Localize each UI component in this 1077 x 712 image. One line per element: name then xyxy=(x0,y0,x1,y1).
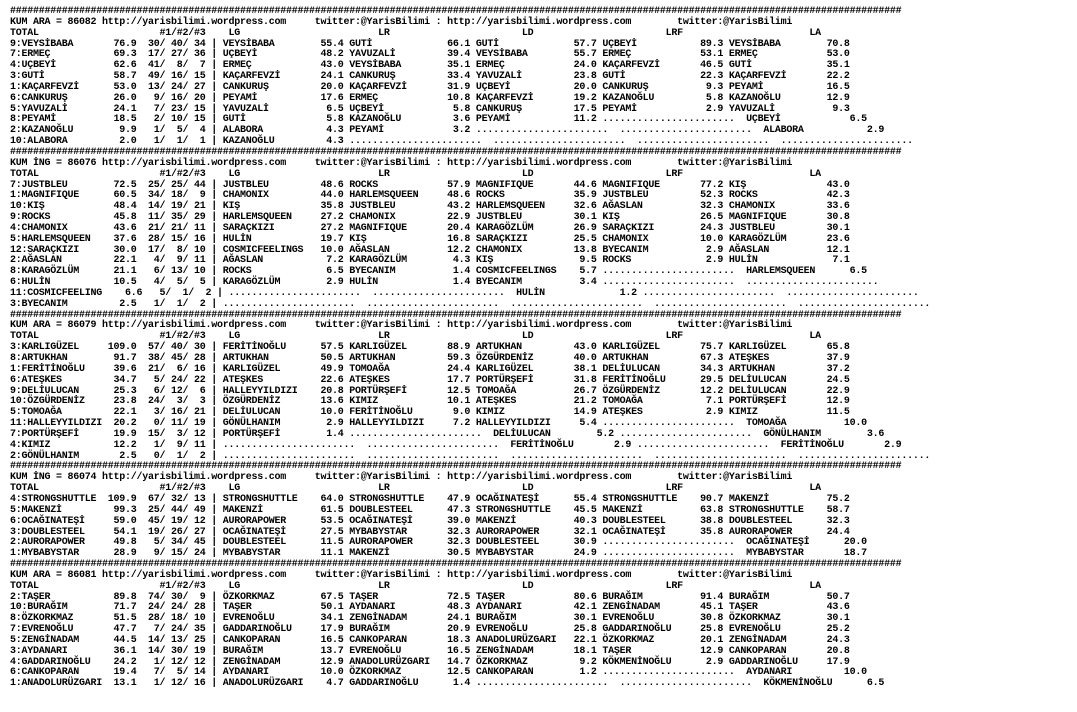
column-header: TOTAL #1/#2/#3 LG LR LD LRF LA xyxy=(10,580,821,592)
table-row: 6:HULİN 10.5 4/ 5/ 5 | KARAGÖZLÜM 2.9 HULİN 1.4 BYECANIM 3.4 ....................... ....................... xyxy=(10,277,879,289)
race-header: KUM ARA = 86081 http://yarisbilimi.wordpress.com twitter:@YarisBilimi : http://yarisbilimi.wordpress.com twitter:@YarisBilimi xyxy=(10,569,793,581)
column-header: TOTAL #1/#2/#3 LG LR LD LRF LA xyxy=(10,483,821,495)
table-row: 7:EVRENOĞLU 47.7 7/ 24/ 35 | GADDARINOĞLU 17.9 BURAĞIM 20.9 EVRENOĞLU 25.8 GADDARINOĞLU 25.8 EVRENOĞLU 25.2 xyxy=(10,624,850,636)
table-row: 2:AĞASLAN 22.1 4/ 9/ 11 | AĞASLAN 7.2 KARAGÖZLÜM 4.3 KIŞ 9.5 ROCKS 2.9 HULİN 7.1 xyxy=(10,255,850,267)
table-row: 2:KAZANOĞLU 9.9 1/ 5/ 4 | ALABORA 4.3 PEYAMİ 3.2 ....................... ....................... ALABORA 2.9 xyxy=(10,125,885,137)
table-row: 7:ERMEÇ 69.3 17/ 27/ 36 | UÇBEYİ 48.2 YAVUZALİ 39.4 VEYSİBABA 55.7 ERMEÇ 53.1 ERMEÇ 53.0 xyxy=(10,49,850,61)
table-row: 4:UÇBEYİ 62.6 41/ 8/ 7 | ERMEÇ 43.0 VEYSİBABA 35.1 ERMEÇ 24.0 KAÇARFEVZİ 46.5 GUTİ 35.1 xyxy=(10,60,850,72)
table-row: 8:PEYAMİ 18.5 2/ 10/ 15 | GUTİ 5.8 KAZANOĞLU 3.6 PEYAMİ 11.2 ....................... UÇBEYİ 6.5 xyxy=(10,114,867,126)
table-row: 8:KARAGÖZLÜM 21.1 6/ 13/ 10 | ROCKS 6.5 BYECANIM 1.4 COSMICFEELINGS 5.7 ....................... HARLEMSQUEEN 6.5 xyxy=(10,266,867,278)
table-row: 5:HARLEMSQUEEN 37.6 28/ 15/ 16 | HULİN 19.7 KIŞ 16.8 SARAÇKIZI 25.5 CHAMONIX 10.0 KARAGÖZLÜM 23.6 xyxy=(10,233,850,245)
table-row: 6:ATEŞKES 34.7 5/ 24/ 22 | ATEŞKES 22.6 ATEŞKES 17.7 PORTÜRŞEFİ 31.8 FERİTİNOĞLU 29.5 DELİULUCAN 24.5 xyxy=(10,374,850,386)
race-header: KUM ARA = 86082 http://yarisbilimi.wordpress.com twitter:@YarisBilimi : http://yarisbilimi.wordpress.com twitter:@YarisBilimi xyxy=(10,16,793,28)
table-row: 1:ANADOLURÜZGARI 13.1 1/ 12/ 16 | ANADOLURÜZGARI 4.7 GADDARINOĞLU 1.4 ....................... ....................... KÖKMENİNOĞLU 6.5 xyxy=(10,678,885,690)
table-row: 3:AYDANARI 36.1 14/ 30/ 19 | BURAĞIM 13.7 EVRENOĞLU 16.5 ZENGİNADAM 18.1 TAŞER 12.9 CANKOPARAN 20.8 xyxy=(10,645,850,657)
table-row: 11:HALLEYYILDIZI 20.2 0/ 11/ 19 | GÖNÜLHANIM 2.9 HALLEYYILDIZI 7.2 HALLEYYILDIZI 5.4 ....................... TOMOAĞA 10.0 xyxy=(10,418,867,430)
table-row: 1:FERİTİNOĞLU 39.6 21/ 6/ 16 | KARLIGÜZEL 49.9 TOMOAĞA 24.4 KARLIGÜZEL 38.1 DELİULUCAN 34.3 ARTUKHAN 37.2 xyxy=(10,363,850,375)
column-header: TOTAL #1/#2/#3 LG LR LD LRF LA xyxy=(10,27,821,39)
table-row: 3:GUTİ 58.7 49/ 16/ 15 | KAÇARFEVZİ 24.1 CANKURUŞ 33.4 YAVUZALİ 23.8 GUTİ 22.3 KAÇARFEVZİ 22.2 xyxy=(10,71,850,83)
table-row: 8:ÖZKORKMAZ 51.5 28/ 18/ 10 | EVRENOĞLU 34.1 ZENGİNADAM 24.1 BURAĞIM 30.1 EVRENOĞLU 30.8 ÖZKORKMAZ 30.1 xyxy=(10,613,850,625)
column-header: TOTAL #1/#2/#3 LG LR LD LRF LA xyxy=(10,168,821,180)
table-row: 5:YAVUZALİ 24.1 7/ 23/ 15 | YAVUZALİ 6.5 UÇBEYİ 5.8 CANKURUŞ 17.5 PEYAMİ 2.9 YAVUZALİ 9.3 xyxy=(10,103,850,115)
table-row: 9:DELİULUCAN 25.3 6/ 12/ 6 | HALLEYYILDIZI 20.8 PORTÜRŞEFİ 12.5 TOMOAĞA 26.7 ÖZGÜRDENİZ 12.2 DELİULUCAN 22.9 xyxy=(10,385,850,397)
section-separator: ########################################################################################################################################################### xyxy=(10,461,902,473)
table-row: 10:ÖZGÜRDENİZ 23.8 24/ 3/ 3 | ÖZGÜRDENİZ 13.6 KIMIZ 10.1 ATEŞKES 21.2 TOMOAĞA 7.1 PORTÜRŞEFİ 12.9 xyxy=(10,396,850,408)
table-row: 3:KARLIGÜZEL 109.0 57/ 40/ 30 | FERİTİNOĞLU 57.5 KARLIGÜZEL 88.9 ARTUKHAN 43.0 KARLIGÜZEL 75.7 KARLIGÜZEL 65.8 xyxy=(10,342,850,354)
race-header: KUM ARA = 86079 http://yarisbilimi.wordpress.com twitter:@YarisBilimi : http://yarisbilimi.wordpress.com twitter:@YarisBilimi xyxy=(10,320,793,332)
table-row: 4:KIMIZ 12.2 1/ 9/ 11 | ....................... ....................... FERİTİNOĞLU 2.9 ....................... FERİTİNOĞLU 2.9 xyxy=(10,439,902,451)
section-separator: ########################################################################################################################################################### xyxy=(10,6,902,17)
table-row: 1:MYBABYSTAR 28.9 9/ 15/ 24 | MYBABYSTAR 11.1 MAKENZİ 30.5 MYBABYSTAR 24.9 ....................... MYBABYSTAR 18.7 xyxy=(10,548,867,560)
table-row: 6:OCAĞINATEŞİ 59.0 45/ 19/ 12 | AURORAPOWER 53.5 OCAĞINATEŞİ 39.0 MAKENZİ 40.3 DOUBLESTEEL 38.8 DOUBLESTEEL 32.3 xyxy=(10,515,850,527)
table-row: 10:KIŞ 48.4 14/ 19/ 21 | KIŞ 35.8 JUSTBLEU 43.2 HARLEMSQUEEN 32.6 AĞASLAN 32.3 CHAMONIX 33.6 xyxy=(10,201,850,213)
table-row: 4:STRONGSHUTTLE 109.9 67/ 32/ 13 | STRONGSHUTTLE 64.0 STRONGSHUTTLE 47.9 OCAĞINATEŞİ 55.4 STRONGSHUTTLE 90.7 MAKENZİ 75.2 xyxy=(10,493,850,505)
table-row: 7:JUSTBLEU 72.5 25/ 25/ 44 | JUSTBLEU 48.6 ROCKS 57.9 MAGNIFIQUE 44.6 MAGNIFIQUE 77.2 KIŞ 43.0 xyxy=(10,179,850,191)
section-separator: ########################################################################################################################################################### xyxy=(10,309,902,321)
table-row: 6:CANKOPARAN 19.4 7/ 5/ 14 | AYDANARI 10.0 ÖZKORKMAZ 12.5 CANKOPARAN 1.2 ....................... AYDANARI 10.0 xyxy=(10,667,867,679)
race-header: KUM İNG = 86074 http://yarisbilimi.wordpress.com twitter:@YarisBilimi : http://yarisbilimi.wordpress.com twitter:@YarisBilimi xyxy=(10,472,793,484)
section-separator: ########################################################################################################################################################### xyxy=(10,146,902,158)
table-row: 1:KAÇARFEVZİ 53.0 13/ 24/ 27 | CANKURUŞ 20.0 KAÇARFEVZİ 31.9 UÇBEYİ 20.0 CANKURUŞ 9.3 PEYAMİ 16.5 xyxy=(10,81,850,93)
table-row: 3:DOUBLESTEEL 54.1 19/ 26/ 27 | OCAĞINATEŞİ 27.5 MYBABYSTAR 32.3 AURORAPOWER 32.1 OCAĞINATEŞİ 35.8 AURORAPOWER 24.4 xyxy=(10,526,850,538)
table-row: 5:ZENGİNADAM 44.5 14/ 13/ 25 | CANKOPARAN 16.5 CANKOPARAN 18.3 ANADOLURÜZGARI 22.1 ÖZKORKMAZ 20.1 ZENGİNADAM 24.3 xyxy=(10,634,850,646)
table-row: 11:COSMICFEELING 6.6 5/ 1/ 2 | ....................... ....................... HULİN 1.2 ....................... ....................... xyxy=(10,287,919,299)
table-row: 4:GADDARINOĞLU 24.2 1/ 12/ 12 | ZENGİNADAM 12.9 ANADOLURÜZGARI 14.7 ÖZKORKMAZ 9.2 KÖKMENİNOĞLU 2.9 GADDARINOĞLU 17.9 xyxy=(10,656,850,668)
table-row: 4:CHAMONIX 43.6 21/ 21/ 11 | SARAÇKIZI 27.2 MAGNIFIQUE 20.4 KARAGÖZLÜM 26.9 SARAÇKIZI 24.3 JUSTBLEU 30.1 xyxy=(10,222,850,234)
table-row: 3:BYECANIM 2.5 1/ 1/ 2 | ....................... ....................... ....................... ....................... ....................... xyxy=(10,298,931,310)
table-row: 7:PORTÜRŞEFİ 19.9 15/ 3/ 12 | PORTÜRŞEFİ 1.4 ....................... DELİULUCAN 5.2 ....................... GÖNÜLHANIM 3.6 xyxy=(10,428,885,440)
table-row: 9:VEYSİBABA 76.9 30/ 40/ 34 | VEYSİBABA 55.4 GUTİ 66.1 GUTİ 57.7 UÇBEYİ 89.3 VEYSİBABA 70.8 xyxy=(10,38,850,50)
table-row: 2:AURORAPOWER 49.8 5/ 34/ 45 | DOUBLESTEEL 11.5 AURORAPOWER 32.3 DOUBLESTEEL 30.9 ....................... OCAĞINATEŞİ 20.0 xyxy=(10,537,867,549)
column-header: TOTAL #1/#2/#3 LG LR LD LRF LA xyxy=(10,331,821,343)
table-row: 10:BURAĞIM 71.7 24/ 24/ 28 | TAŞER 50.1 AYDANARI 48.3 AYDANARI 42.1 ZENGİNADAM 45.1 TAŞER 43.6 xyxy=(10,602,850,614)
table-row: 5:TOMOAĞA 22.1 3/ 16/ 21 | DELİULUCAN 10.0 FERİTİNOĞLU 9.0 KIMIZ 14.9 ATEŞKES 2.9 KIMIZ 11.5 xyxy=(10,407,850,419)
table-row: 12:SARAÇKIZI 30.0 17/ 8/ 10 | COSMICFEELINGS 10.0 AĞASLAN 12.2 CHAMONIX 13.8 BYECANIM 2.9 AĞASLAN 12.1 xyxy=(10,244,850,256)
table-row: 2:TAŞER 89.8 74/ 30/ 9 | ÖZKORKMAZ 67.5 TAŞER 72.5 TAŞER 80.6 BURAĞIM 91.4 BURAĞIM 50.7 xyxy=(10,591,850,603)
table-row: 9:ROCKS 45.8 11/ 35/ 29 | HARLEMSQUEEN 27.2 CHAMONIX 22.9 JUSTBLEU 30.1 KIŞ 26.5 MAGNIFIQUE 30.8 xyxy=(10,212,850,224)
table-row: 5:MAKENZİ 99.3 25/ 44/ 49 | MAKENZİ 61.5 DOUBLESTEEL 47.3 STRONGSHUTTLE 45.5 MAKENZİ 63.8 STRONGSHUTTLE 58.7 xyxy=(10,504,850,516)
table-row: 10:ALABORA 2.0 1/ 1/ 1 | KAZANOĞLU 4.3 ....................... ....................... ....................... ....................... xyxy=(10,136,913,148)
table-row: 6:CANKURUŞ 26.0 9/ 16/ 20 | PEYAMİ 17.6 ERMEÇ 10.8 KAÇARFEVZİ 19.2 KAZANOĞLU 5.8 KAZANOĞLU 12.9 xyxy=(10,92,850,104)
race-header: KUM İNG = 86076 http://yarisbilimi.wordpress.com twitter:@YarisBilimi : http://yarisbilimi.wordpress.com twitter:@YarisBilimi xyxy=(10,157,793,169)
table-row: 2:GÖNÜLHANIM 2.5 0/ 1/ 2 | ....................... ....................... ....................... ....................... ....................... xyxy=(10,450,931,462)
table-row: 1:MAGNIFIQUE 60.5 34/ 18/ 9 | CHAMONIX 44.0 HARLEMSQUEEN 48.6 ROCKS 35.9 JUSTBLEU 52.3 ROCKS 42.3 xyxy=(10,190,850,202)
table-row: 8:ARTUKHAN 91.7 38/ 45/ 28 | ARTUKHAN 50.5 ARTUKHAN 59.3 ÖZGÜRDENİZ 40.0 ARTUKHAN 67.3 ATEŞKES 37.9 xyxy=(10,353,850,364)
section-separator: ########################################################################################################################################################### xyxy=(10,559,902,571)
